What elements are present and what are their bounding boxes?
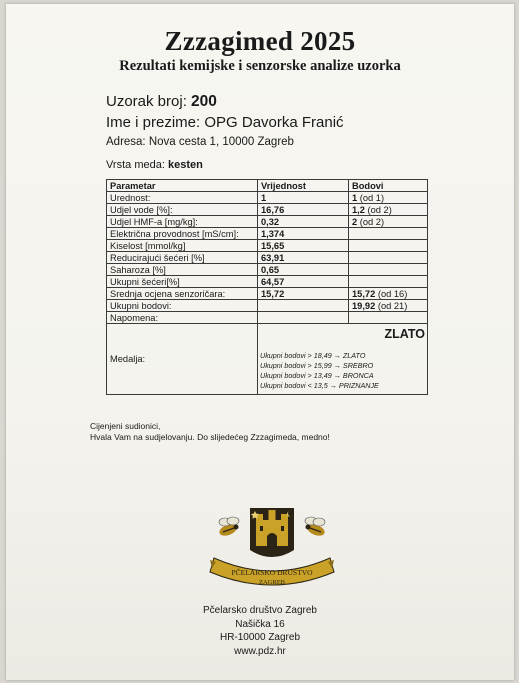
honey-type-line [106, 159, 203, 171]
table-row [107, 288, 428, 300]
table-row [107, 264, 428, 276]
points-max: (od 1) [359, 192, 385, 203]
right-bee-icon [305, 517, 326, 538]
param-cell: Srednja ocjena senzoričara: [107, 288, 258, 300]
points-cell [349, 204, 428, 216]
footer-address [6, 604, 514, 658]
header-value: Vrijednost [258, 180, 349, 192]
value-cell: 15,72 [258, 288, 349, 300]
param-cell: Udjel HMF-a [mg/kg]: [107, 216, 258, 228]
table-row [107, 204, 428, 216]
points-max: (od 2) [359, 216, 385, 227]
table-row [107, 192, 428, 204]
value-cell [258, 300, 349, 312]
points-value: 1,2 [352, 204, 365, 215]
param-cell: Ukupni šećeri[%] [107, 276, 258, 288]
honey-type: kesten [167, 159, 203, 171]
value-cell: 63,91 [258, 252, 349, 264]
medal-rule: Ukupni bodovi > 18,49 → ZLATO [260, 351, 366, 360]
param-cell: Saharoza [%] [107, 264, 258, 276]
document-subtitle: Rezultati kemijske i senzorske analize uzorka [119, 58, 401, 74]
param-cell: Urednost: [107, 192, 258, 204]
medal-rule: Ukupni bodovi < 13,5 → PRIZNANJE [260, 381, 379, 390]
document-page [6, 4, 514, 680]
owner-name: Ime i prezime: OPG Davorka Franić [106, 114, 344, 131]
table-row [107, 312, 428, 324]
table-row [107, 240, 428, 252]
points-max: (od 2) [367, 204, 392, 215]
param-cell: Udjel vode [%]: [107, 204, 258, 216]
ribbon-subtext: ZAGREB [259, 579, 285, 586]
points-value: 2 [352, 216, 358, 227]
points-value: 15,72 [352, 288, 376, 299]
footer-org: Pčelarsko društvo Zagreb [203, 605, 317, 616]
points-cell [349, 252, 428, 264]
param-cell: Električna provodnost [mS/cm]: [107, 228, 258, 240]
points-cell [349, 216, 428, 228]
header-points: Bodovi [349, 180, 428, 192]
greeting-line-2: Hvala Vam na sudjelovanju. Do slijedećeg Zzzagimeda, medno! [90, 432, 330, 442]
footer-website: www.pdz.hr [234, 645, 286, 657]
left-bee-icon [218, 517, 239, 538]
points-max: (od 21) [377, 300, 408, 311]
medal-label: Medalja: [107, 324, 258, 395]
value-cell: 1 [258, 192, 349, 204]
sample-number-label: Uzorak broj: [106, 93, 187, 110]
medal-rule: Ukupni bodovi > 13,49 → BRONCA [260, 371, 374, 380]
value-cell: 15,65 [258, 240, 349, 252]
param-cell: Napomena: [107, 312, 258, 324]
table-row [107, 300, 428, 312]
points-value: 1 [352, 192, 358, 203]
ribbon-text: PČELARSKO DRUŠTVO [231, 568, 313, 577]
honey-type-label: Vrsta meda: [106, 159, 165, 171]
header-parameter: Parametar [107, 180, 258, 192]
medal-rules [260, 351, 379, 391]
owner-address: Adresa: Nova cesta 1, 10000 Zagreb [106, 136, 294, 148]
points-cell [349, 312, 428, 324]
medal-result: ZLATO [384, 327, 425, 341]
points-cell [349, 192, 428, 204]
table-row [107, 276, 428, 288]
points-max: (od 16) [377, 288, 408, 299]
points-cell [349, 276, 428, 288]
document-title: Zzzagimed 2025 [164, 26, 356, 56]
points-cell [349, 264, 428, 276]
value-cell: 64,57 [258, 276, 349, 288]
medal-cell [258, 324, 428, 395]
castle-emblem-icon [250, 508, 294, 557]
table-row [107, 216, 428, 228]
table-header-row [107, 180, 428, 192]
points-cell [349, 228, 428, 240]
value-cell: 1,374 [258, 228, 349, 240]
points-cell [349, 240, 428, 252]
table-row [107, 252, 428, 264]
results-table [106, 179, 428, 395]
param-cell: Reducirajući šećeri [%] [107, 252, 258, 264]
param-cell: Ukupni bodovi: [107, 300, 258, 312]
points-value: 19,92 [352, 300, 376, 311]
table-row [107, 228, 428, 240]
medal-rule: Ukupni bodovi > 15,99 → SREBRO [260, 361, 374, 370]
logo-ribbon [210, 558, 334, 586]
points-cell [349, 300, 428, 312]
value-cell: 16,76 [258, 204, 349, 216]
footer-city: HR-10000 Zagreb [219, 632, 301, 643]
greeting [90, 421, 330, 443]
value-cell [258, 312, 349, 324]
sample-number-line [106, 93, 217, 111]
value-cell: 0,65 [258, 264, 349, 276]
param-cell: Kiselost [mmol/kg] [107, 240, 258, 252]
greeting-line-1: Cijenjeni sudionici, [90, 421, 161, 431]
value-cell: 0,32 [258, 216, 349, 228]
sample-number: 200 [191, 93, 217, 110]
points-cell [349, 288, 428, 300]
footer-street: Našička 16 [235, 618, 285, 630]
medal-row [107, 324, 428, 395]
association-logo [206, 502, 338, 594]
